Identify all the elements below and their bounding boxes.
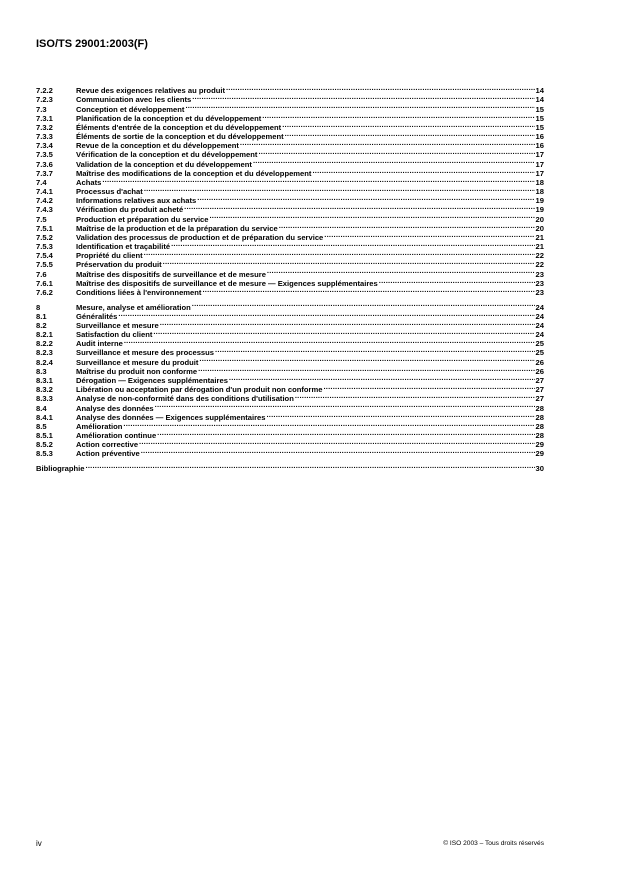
toc-entry-title: Action préventive — [76, 449, 140, 459]
toc-dot-leader — [324, 383, 535, 392]
toc-entry-number: 7.5.3 — [36, 242, 53, 252]
toc-entry[interactable] — [36, 392, 544, 404]
toc-entry[interactable] — [36, 365, 544, 374]
toc-entry-number: 7.5.5 — [36, 260, 53, 270]
toc-entry[interactable] — [36, 267, 544, 279]
toc-entry-page: 20 — [535, 214, 544, 224]
toc-entry-title: Maîtrise des dispositifs de surveillance et de mesure — Exigences supplémentaires — [76, 278, 378, 288]
toc-entry-page: 19 — [535, 196, 544, 206]
toc-dot-leader — [267, 411, 535, 420]
toc-entry-number: 8.5.2 — [36, 440, 53, 450]
toc-dot-leader — [199, 355, 534, 364]
toc-dot-leader — [155, 401, 535, 410]
toc-entry-number: 8.2.1 — [36, 330, 53, 340]
toc-entry-page: 28 — [535, 421, 544, 431]
toc-entry-page: 29 — [535, 440, 544, 450]
toc-entry-title: Conditions liées à l'environnement — [76, 287, 202, 297]
toc-entry-title: Préservation du produit — [76, 260, 162, 270]
toc-entry-number: 7.5.2 — [36, 232, 53, 242]
toc-dot-leader — [295, 392, 535, 401]
toc-entry-page: 23 — [535, 269, 544, 279]
toc-entry-title: Vérification de la conception et du développement — [76, 150, 258, 160]
toc-dot-leader — [253, 157, 535, 166]
toc-entry-number: 8.5.3 — [36, 449, 53, 459]
toc-entry-number: 7.6 — [36, 269, 47, 279]
toc-dot-leader — [379, 277, 535, 286]
toc-entry-title: Éléments d'entrée de la conception et du développement — [76, 122, 282, 132]
toc-entry-number: 8.3 — [36, 366, 47, 376]
toc-entry-number: 7.3.4 — [36, 141, 53, 151]
toc-dot-leader — [184, 203, 534, 212]
toc-dot-leader — [192, 300, 535, 309]
toc-entry-number: 7.2.3 — [36, 95, 53, 105]
toc-entry-page: 25 — [535, 348, 544, 358]
toc-entry-title: Validation de la conception et du développement — [76, 159, 252, 169]
toc-entry-number: 8.3.3 — [36, 394, 53, 404]
toc-entry-title: Surveillance et mesure du produit — [76, 357, 199, 367]
toc-dot-leader — [198, 365, 534, 374]
toc-entry-page: 28 — [535, 431, 544, 441]
toc-dot-leader — [279, 222, 535, 231]
toc-entry-title: Informations relatives aux achats — [76, 196, 197, 206]
toc-entry-number: 7.3.5 — [36, 150, 53, 160]
toc-dot-leader — [262, 112, 534, 121]
toc-entry-title: Bibliographie — [36, 464, 85, 474]
toc-entry-page: 30 — [535, 464, 544, 474]
toc-dot-leader — [285, 130, 535, 139]
toc-entry-number: 8.4.1 — [36, 412, 53, 422]
toc-entry-title: Conception et développement — [76, 104, 185, 114]
toc-entry[interactable] — [36, 355, 544, 367]
toc-entry-page: 17 — [535, 168, 544, 178]
toc-dot-leader — [144, 185, 535, 194]
toc-entry-number: 8.1 — [36, 311, 47, 321]
toc-entry-page: 19 — [535, 205, 544, 215]
toc-entry-number: 8.2 — [36, 320, 47, 330]
toc-entry-number: 7.5 — [36, 214, 47, 224]
toc-entry-page: 23 — [535, 287, 544, 297]
toc-entry-page: 26 — [535, 357, 544, 367]
toc-entry[interactable] — [36, 121, 544, 130]
toc-entry[interactable] — [36, 194, 544, 206]
toc-dot-leader — [171, 240, 534, 249]
toc-entry-number: 8.3.1 — [36, 376, 53, 385]
toc-entry-page: 21 — [535, 232, 544, 242]
toc-entry[interactable] — [36, 277, 544, 286]
toc-entry[interactable] — [36, 249, 544, 261]
toc-dot-leader — [163, 258, 535, 267]
toc-entry-title: Validation des processus de production et de préparation du service — [76, 232, 324, 242]
toc-entry[interactable] — [36, 447, 544, 459]
toc-entry-number: 7.5.4 — [36, 251, 53, 261]
toc-dot-leader — [123, 420, 534, 429]
toc-entry-page: 27 — [535, 376, 544, 385]
toc-dot-leader — [202, 286, 534, 295]
toc-dot-leader — [267, 267, 535, 276]
toc-entry[interactable] — [36, 84, 544, 96]
toc-entry-page: 17 — [535, 159, 544, 169]
toc-entry-number: 7.6.1 — [36, 278, 53, 288]
toc-entry[interactable] — [36, 346, 544, 358]
toc-entry-title: Processus d'achat — [76, 187, 143, 197]
toc-entry-page: 18 — [535, 177, 544, 187]
toc-entry-page: 29 — [535, 449, 544, 459]
toc-dot-leader — [258, 148, 534, 157]
toc-entry-number: 7.5.1 — [36, 223, 53, 233]
toc-entry-title: Amélioration continue — [76, 431, 157, 441]
toc-entry-page: 20 — [535, 223, 544, 233]
toc-entry-title: Maîtrise du produit non conforme — [76, 366, 198, 376]
toc-dot-leader — [118, 310, 534, 319]
toc-entry[interactable] — [36, 286, 544, 295]
toc-entry-title: Identification et traçabilité — [76, 242, 171, 252]
toc-entry-page: 22 — [535, 251, 544, 261]
toc-dot-leader — [141, 447, 535, 456]
toc-entry[interactable] — [36, 401, 544, 413]
toc-entry-number: 7.4.2 — [36, 196, 53, 206]
toc-entry[interactable] — [36, 139, 544, 151]
toc-dot-leader — [229, 374, 535, 383]
toc-entry[interactable] — [36, 112, 544, 121]
toc-entry-title: Satisfaction du client — [76, 330, 153, 340]
toc-entry[interactable] — [36, 258, 544, 270]
toc-entry-page: 24 — [535, 330, 544, 340]
toc-entry[interactable] — [36, 319, 544, 328]
toc-entry[interactable] — [36, 438, 544, 450]
table-of-contents — [36, 84, 544, 474]
toc-entry[interactable] — [36, 429, 544, 441]
toc-entry-number: 7.3.2 — [36, 122, 53, 132]
toc-entry-page: 16 — [535, 132, 544, 142]
toc-dot-leader — [139, 438, 535, 447]
toc-entry-page: 23 — [535, 278, 544, 288]
toc-entry-number: 8.2.2 — [36, 339, 53, 349]
toc-dot-leader — [157, 429, 534, 438]
toc-dot-leader — [185, 102, 534, 111]
toc-entry-page: 28 — [535, 403, 544, 413]
toc-dot-leader — [197, 194, 534, 203]
toc-dot-leader — [210, 212, 535, 221]
toc-entry-title: Audit interne — [76, 339, 123, 349]
toc-entry-title: Analyse des données — [76, 403, 154, 413]
toc-entry-page: 24 — [535, 311, 544, 321]
toc-entry-number: 8.5.1 — [36, 431, 53, 441]
toc-entry-title: Maîtrise de la production et de la préparation du service — [76, 223, 278, 233]
toc-dot-leader — [153, 328, 534, 337]
toc-entry-page: 21 — [535, 242, 544, 252]
toc-entry-title: Revue de la conception et du développement — [76, 141, 239, 151]
toc-dot-leader — [102, 176, 534, 185]
toc-entry-number: 7.4.3 — [36, 205, 53, 215]
toc-entry[interactable] — [36, 157, 544, 169]
toc-entry-title: Action corrective — [76, 440, 139, 450]
toc-entry-page: 16 — [535, 141, 544, 151]
toc-dot-leader — [144, 249, 535, 258]
toc-entry-title: Surveillance et mesure des processus — [76, 348, 215, 358]
toc-entry-page: 14 — [535, 86, 544, 96]
toc-entry-number: 7.6.2 — [36, 287, 53, 297]
toc-entry-title: Production et préparation du service — [76, 214, 209, 224]
toc-entry-page: 26 — [535, 366, 544, 376]
toc-entry[interactable] — [36, 203, 544, 215]
toc-entry-number: 7.4.1 — [36, 187, 53, 197]
toc-entry-page: 27 — [535, 385, 544, 395]
toc-entry[interactable] — [36, 462, 544, 474]
toc-entry-page: 24 — [535, 320, 544, 330]
toc-entry-title: Communication avec les clients — [76, 95, 192, 105]
toc-entry-number: 7.4 — [36, 177, 47, 187]
toc-entry-number: 7.3.1 — [36, 113, 53, 123]
toc-entry-number: 8.2.4 — [36, 357, 53, 367]
toc-entry[interactable] — [36, 411, 544, 420]
toc-dot-leader — [312, 167, 534, 176]
toc-entry[interactable] — [36, 300, 544, 312]
toc-entry-number: 7.3.3 — [36, 132, 53, 142]
toc-entry-page: 17 — [535, 150, 544, 160]
toc-entry-page: 28 — [535, 412, 544, 422]
toc-entry[interactable] — [36, 93, 544, 105]
footer-page-number: iv — [36, 839, 42, 848]
toc-entry[interactable] — [36, 337, 544, 349]
toc-entry-title: Achats — [76, 177, 102, 187]
toc-entry-page: 15 — [535, 122, 544, 132]
toc-dot-leader — [282, 121, 534, 130]
toc-dot-leader — [226, 84, 535, 93]
toc-dot-leader — [324, 231, 534, 240]
toc-entry-title: Vérification du produit acheté — [76, 205, 184, 215]
footer-copyright: © ISO 2003 – Tous droits réservés — [443, 840, 544, 847]
toc-entry-page: 22 — [535, 260, 544, 270]
toc-entry-title: Revue des exigences relatives au produit — [76, 86, 225, 96]
toc-dot-leader — [192, 93, 534, 102]
toc-entry-number: 8.3.2 — [36, 385, 53, 395]
toc-entry-page: 15 — [535, 113, 544, 123]
toc-entry-title: Généralités — [76, 311, 118, 321]
toc-entry[interactable] — [36, 212, 544, 224]
toc-entry-title: Libération ou acceptation par dérogation d'un produit non conforme — [76, 385, 323, 395]
toc-entry[interactable] — [36, 102, 544, 114]
toc-entry-title: Amélioration — [76, 421, 123, 431]
toc-entry-page: 15 — [535, 104, 544, 114]
toc-entry-page: 24 — [535, 302, 544, 312]
toc-entry[interactable] — [36, 176, 544, 185]
toc-entry-number: 7.3.6 — [36, 159, 53, 169]
toc-entry-number: 8 — [36, 302, 41, 312]
toc-entry-number: 8.4 — [36, 403, 47, 413]
toc-entry-title: Propriété du client — [76, 251, 143, 261]
toc-entry-title: Maîtrise des modifications de la conception et du développement — [76, 168, 312, 178]
toc-entry-number: 8.5 — [36, 421, 47, 431]
toc-entry[interactable] — [36, 420, 544, 429]
toc-entry-number: 7.3 — [36, 104, 47, 114]
toc-entry-page: 14 — [535, 95, 544, 105]
toc-entry-number: 7.2.2 — [36, 86, 53, 96]
toc-entry-page: 25 — [535, 339, 544, 349]
toc-entry-number: 8.2.3 — [36, 348, 53, 358]
document-header-title: ISO/TS 29001:2003(F) — [36, 38, 148, 50]
toc-entry[interactable] — [36, 222, 544, 231]
toc-dot-leader — [86, 462, 535, 471]
toc-entry-page: 27 — [535, 394, 544, 404]
toc-entry[interactable] — [36, 328, 544, 340]
toc-dot-leader — [240, 139, 535, 148]
toc-entry-title: Dérogation — Exigences supplémentaires — [76, 376, 228, 385]
toc-entry-number: 7.3.7 — [36, 168, 53, 178]
toc-dot-leader — [160, 319, 535, 328]
toc-entry[interactable] — [36, 130, 544, 142]
toc-entry[interactable] — [36, 231, 544, 240]
toc-entry[interactable] — [36, 148, 544, 160]
toc-entry-title: Éléments de sortie de la conception et du développement — [76, 132, 284, 142]
toc-entry-title: Analyse des données — Exigences supplémentaires — [76, 412, 266, 422]
toc-entry[interactable] — [36, 167, 544, 176]
toc-entry-title: Maîtrise des dispositifs de surveillance et de mesure — [76, 269, 266, 279]
toc-dot-leader — [124, 337, 535, 346]
toc-entry[interactable] — [36, 374, 544, 383]
toc-entry-title: Surveillance et mesure — [76, 320, 159, 330]
toc-dot-leader — [215, 346, 535, 355]
toc-entry[interactable] — [36, 240, 544, 252]
toc-entry[interactable] — [36, 383, 544, 395]
toc-entry-title: Mesure, analyse et amélioration — [76, 302, 191, 312]
toc-entry-page: 18 — [535, 187, 544, 197]
toc-entry[interactable] — [36, 310, 544, 319]
toc-entry-title: Planification de la conception et du développement — [76, 113, 262, 123]
toc-entry-title: Analyse de non-conformité dans des conditions d'utilisation — [76, 394, 294, 404]
toc-entry[interactable] — [36, 185, 544, 197]
